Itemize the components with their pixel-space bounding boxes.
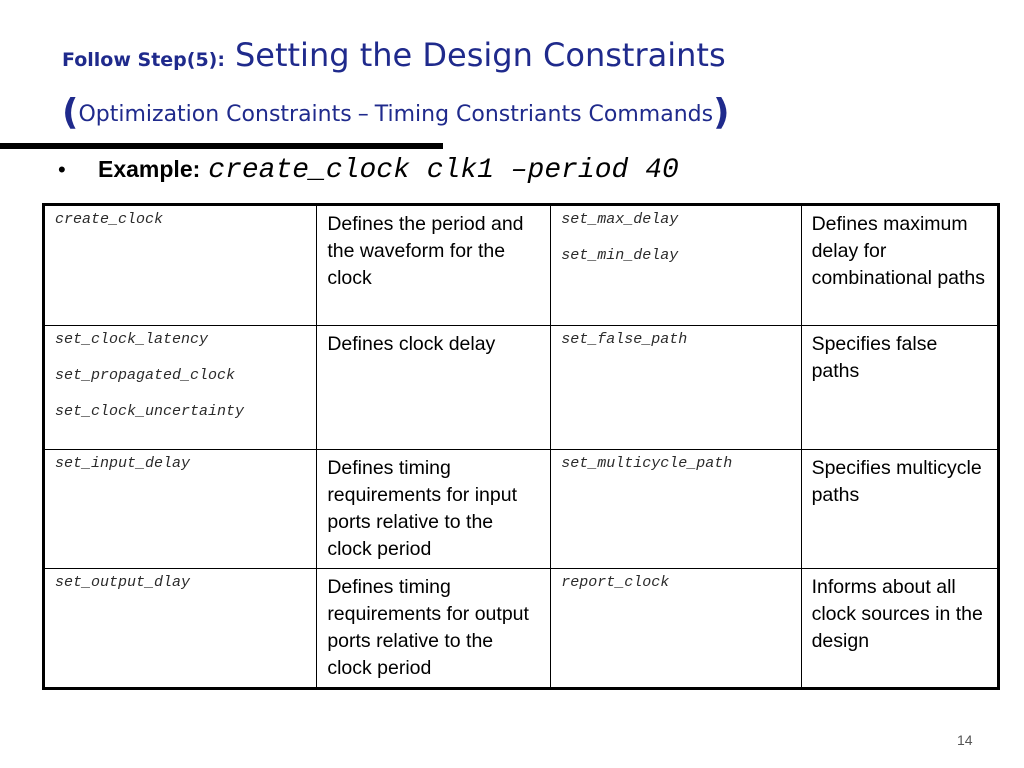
table-row [44, 205, 999, 326]
command-cell [44, 569, 317, 689]
slide-title [62, 36, 726, 74]
command-name: set_clock_latency [55, 331, 209, 348]
bullet-icon: • [58, 157, 66, 182]
example-bullet [58, 155, 679, 186]
description-cell: Defines maximum delay for combinational paths [801, 205, 998, 326]
command-cell [551, 205, 801, 326]
description-cell: Defines clock delay [317, 326, 551, 450]
description-cell: Informs about all clock sources in the design [801, 569, 998, 689]
command-name: set_propagated_clock [55, 367, 236, 384]
subtitle-open-paren: ( [62, 92, 79, 133]
page-number: 14 [957, 732, 973, 748]
title-underline-rule [0, 143, 443, 149]
command-name: report_clock [561, 574, 670, 591]
subtitle-separator: – [357, 102, 369, 127]
command-name: set_output_dlay [55, 574, 191, 591]
command-name: set_min_delay [561, 247, 679, 264]
command-name: set_clock_uncertainty [55, 403, 245, 420]
description-cell: Defines timing requirements for output ports relative to the clock period [317, 569, 551, 689]
example-code: create_clock clk1 –period 40 [208, 155, 679, 186]
table-row [44, 569, 999, 689]
command-cell [551, 326, 801, 450]
command-cell [551, 450, 801, 569]
description-cell: Specifies false paths [801, 326, 998, 450]
title-prefix: Follow Step(5): [62, 49, 225, 71]
subtitle-right: Timing Constriants Commands [374, 102, 714, 127]
description-cell: Specifies multicycle paths [801, 450, 998, 569]
title-main: Setting the Design Constraints [234, 36, 726, 74]
command-cell [44, 205, 317, 326]
description-cell: Defines timing requirements for input ports relative to the clock period [317, 450, 551, 569]
table-row [44, 450, 999, 569]
command-name: set_max_delay [561, 211, 679, 228]
subtitle-left: Optimization Constraints [78, 102, 352, 127]
commands-table-body [44, 205, 999, 689]
command-name: create_clock [55, 211, 164, 228]
command-name: set_false_path [561, 331, 688, 348]
slide-subtitle [62, 92, 730, 133]
example-label: Example: [98, 156, 201, 182]
table-row [44, 326, 999, 450]
command-name: set_input_delay [55, 455, 191, 472]
command-name: set_multicycle_path [561, 455, 733, 472]
command-cell [44, 450, 317, 569]
commands-table [42, 203, 1000, 690]
subtitle-close-paren: ) [713, 92, 730, 133]
description-cell: Defines the period and the waveform for the clock [317, 205, 551, 326]
command-cell [44, 326, 317, 450]
command-cell [551, 569, 801, 689]
